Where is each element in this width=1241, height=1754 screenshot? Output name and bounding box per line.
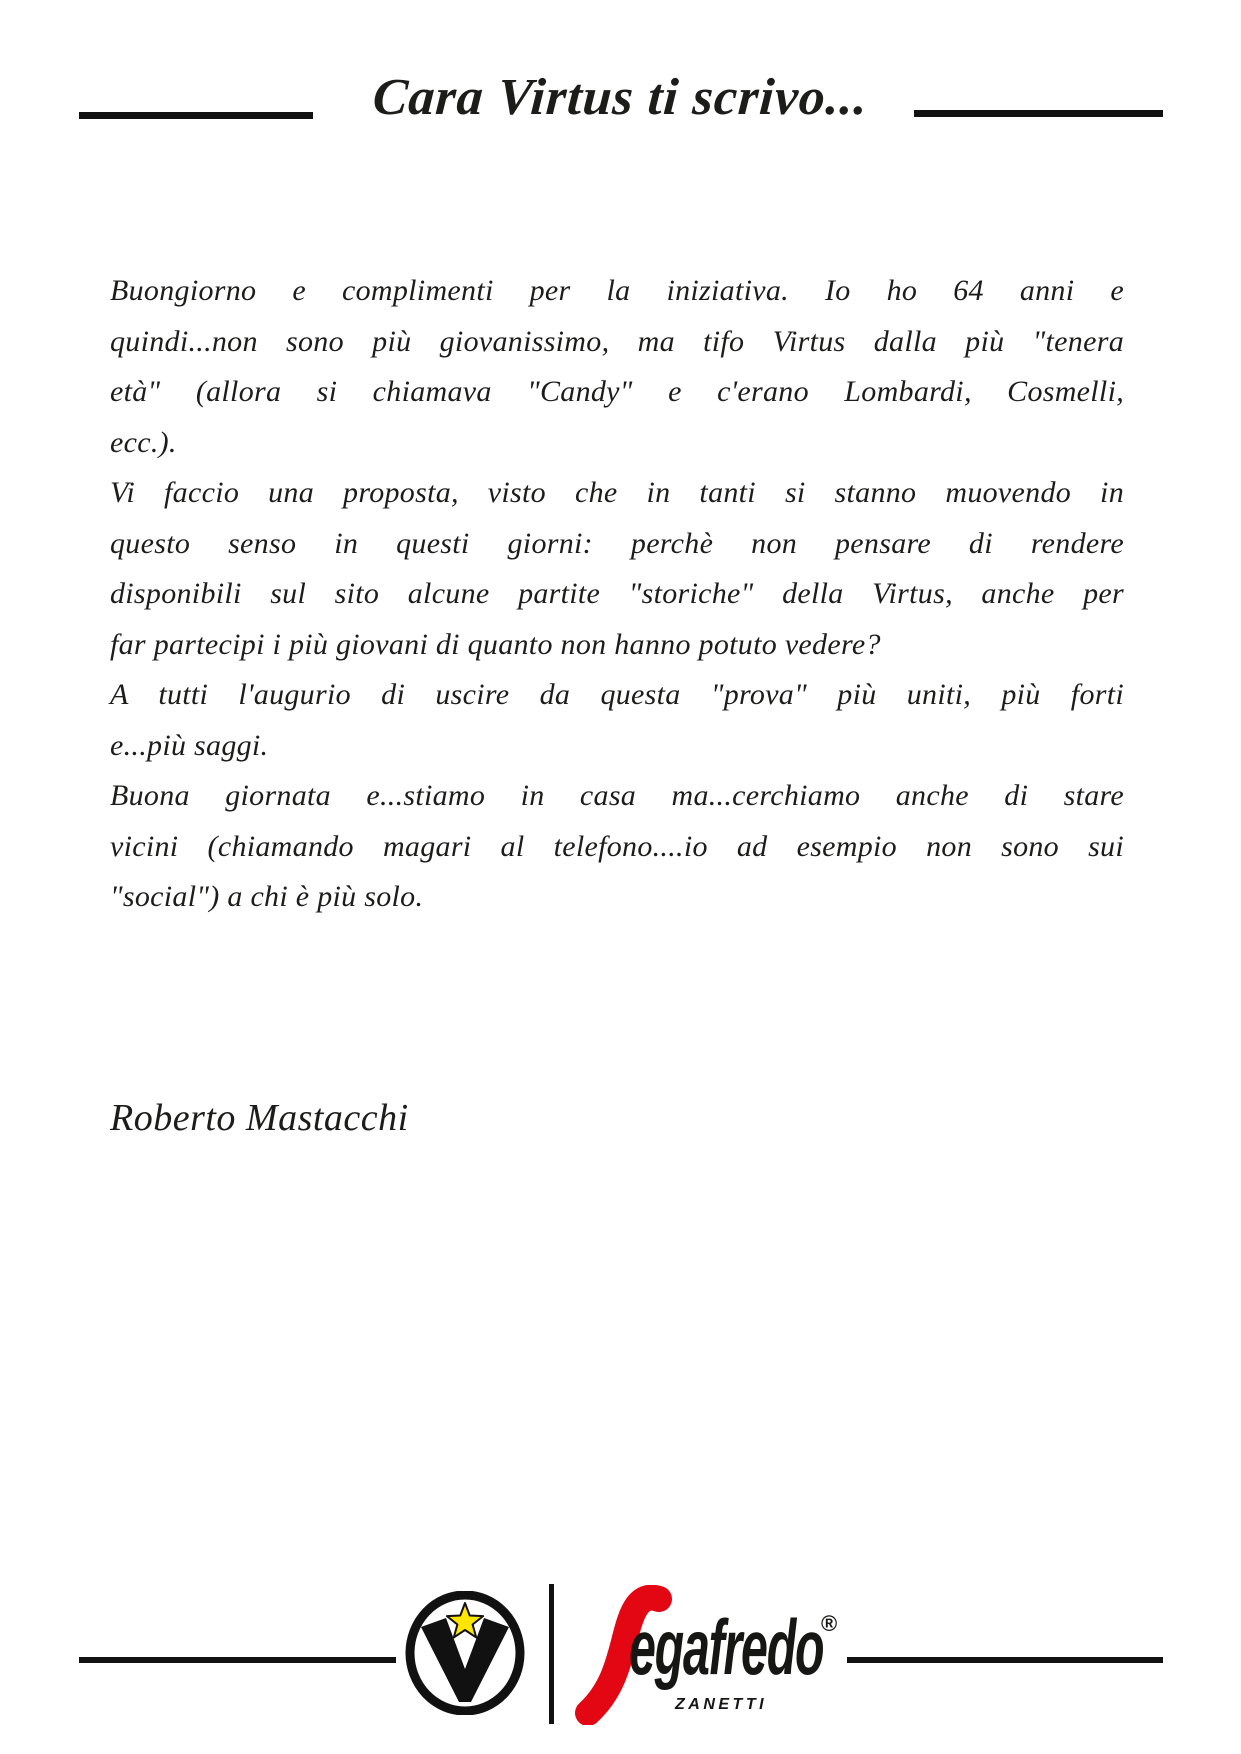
segafredo-wordmark: egafredo — [629, 1603, 824, 1691]
letter-line: disponibili sul sito alcune partite "storiche" della Virtus, anche per — [110, 577, 1124, 610]
footer-rule-left — [79, 1657, 396, 1663]
footer-divider — [549, 1584, 554, 1724]
letter-line: e...più saggi. — [110, 728, 269, 762]
letter-line: Buongiorno e complimenti per la iniziativa. Io ho 64 anni e — [110, 274, 1124, 307]
letter-body — [110, 266, 1124, 923]
letter-line: vicini (chiamando magari al telefono....io ad esempio non sono sui — [110, 829, 1124, 863]
letter-line: quindi...non sono più giovanissimo, ma tifo Virtus dalla più "tenera — [110, 324, 1124, 358]
letter-line: A tutti l'augurio di uscire da questa "prova" più uniti, più forti — [110, 678, 1124, 711]
letter-line: "social") a chi è più solo. — [110, 880, 424, 913]
letter-line: Buona giornata e...stiamo in casa ma...cerchiamo anche di stare — [110, 779, 1124, 812]
footer-rule-right — [847, 1657, 1163, 1663]
page-title: Cara Virtus ti scrivo... — [371, 69, 870, 126]
segafredo-logo — [565, 1585, 855, 1725]
header-rule-right — [914, 110, 1163, 117]
segafredo-zanetti-label: ZANETTI — [675, 1696, 768, 1713]
letter-line: far partecipi i più giovani di quanto non hanno potuto vedere? — [110, 627, 881, 661]
virtus-bologna-logo-icon — [404, 1591, 526, 1715]
letter-line: Vi faccio una proposta, visto che in tanti si stanno muovendo in — [110, 476, 1124, 509]
letter-line: età" (allora si chiamava "Candy" e c'erano Lombardi, Cosmelli, — [110, 375, 1124, 408]
registered-trademark-icon: ® — [821, 1611, 838, 1636]
signature: Roberto Mastacchi — [110, 1097, 409, 1139]
letter-line: ecc.). — [110, 425, 177, 459]
letter-line: questo senso in questi giorni: perchè non pensare di rendere — [110, 526, 1124, 560]
